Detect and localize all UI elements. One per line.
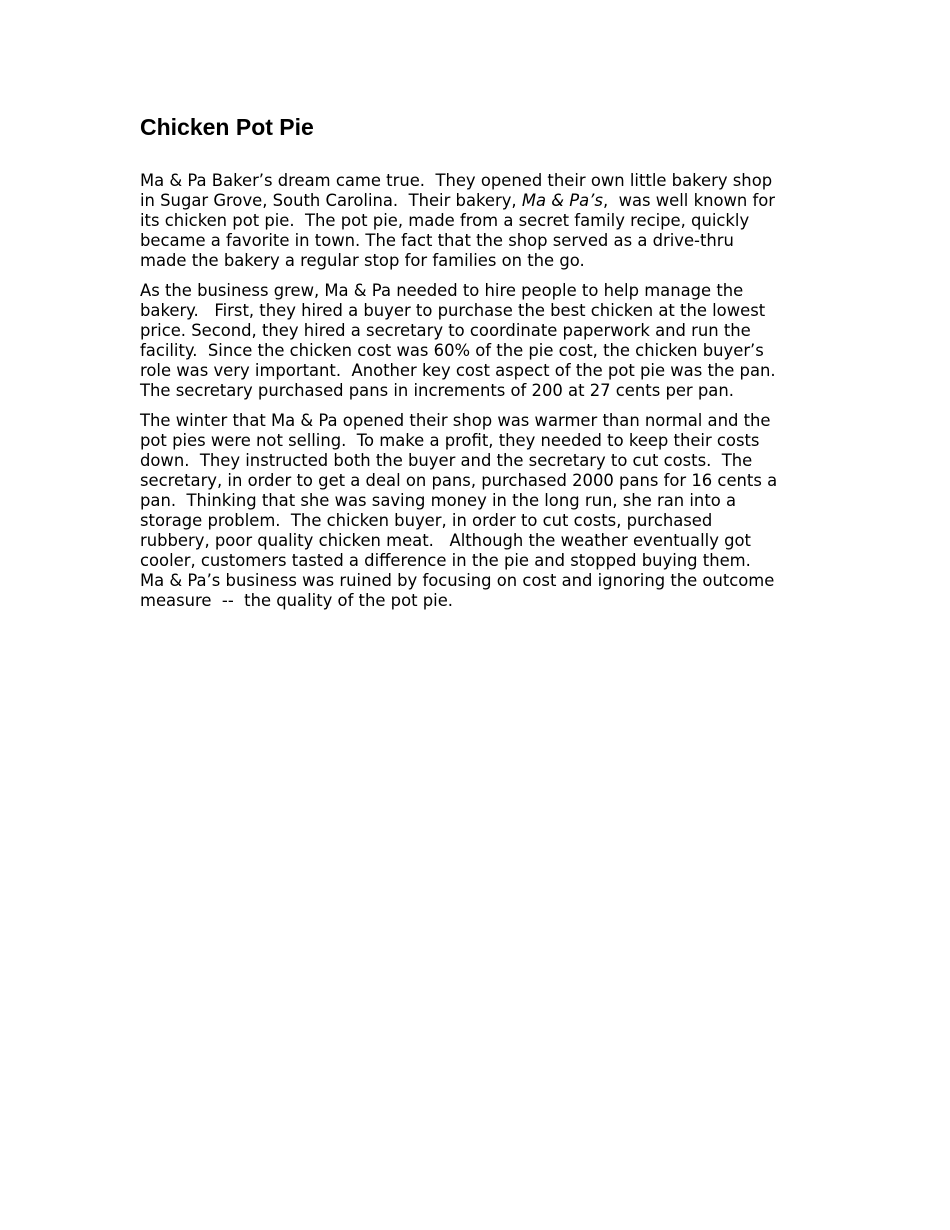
paragraph-line: The secretary purchased pans in increments of 200 at 27 cents per pan. xyxy=(140,381,734,400)
document-title: Chicken Pot Pie xyxy=(140,114,314,140)
paragraph-line: price. Second, they hired a secretary to coordinate paperwork and run the xyxy=(140,321,751,340)
paragraph-line: cooler, customers tasted a difference in the pie and stopped buying them. xyxy=(140,551,751,570)
paragraph-2 xyxy=(140,281,820,401)
paragraph-line: rubbery, poor quality chicken meat. Although the weather eventually got xyxy=(140,531,751,550)
line-text: in Sugar Grove, South Carolina. Their bakery, xyxy=(140,191,522,210)
paragraph-line: made the bakery a regular stop for families on the go. xyxy=(140,251,585,270)
paragraph-line: measure -- the quality of the pot pie. xyxy=(140,591,453,610)
paragraph-line: bakery. First, they hired a buyer to purchase the best chicken at the lowest xyxy=(140,301,766,320)
paragraph-line: its chicken pot pie. The pot pie, made from a secret family recipe, quickly xyxy=(140,211,750,230)
paragraph-line: pot pies were not selling. To make a profit, they needed to keep their costs xyxy=(140,431,760,450)
paragraph-line: The winter that Ma & Pa opened their shop was warmer than normal and the xyxy=(140,411,771,430)
paragraph-line: role was very important. Another key cost aspect of the pot pie was the pan. xyxy=(140,361,776,380)
paragraph-line: down. They instructed both the buyer and the secretary to cut costs. The xyxy=(140,451,753,470)
paragraph-line: As the business grew, Ma & Pa needed to hire people to help manage the xyxy=(140,281,744,300)
paragraph-line: pan. Thinking that she was saving money in the long run, she ran into a xyxy=(140,491,737,510)
paragraph-line: became a favorite in town. The fact that the shop served as a drive-thru xyxy=(140,231,734,250)
bakery-name: Ma & Pa’s xyxy=(521,191,603,210)
paragraph-line: Ma & Pa’s business was ruined by focusing on cost and ignoring the outcome xyxy=(140,571,775,590)
paragraph-1 xyxy=(140,171,820,271)
paragraph-line: secretary, in order to get a deal on pans, purchased 2000 pans for 16 cents a xyxy=(140,471,778,490)
paragraph-line: Ma & Pa Baker’s dream came true. They opened their own little bakery shop xyxy=(140,171,773,190)
paragraph-line: storage problem. The chicken buyer, in order to cut costs, purchased xyxy=(140,511,713,530)
paragraph-3 xyxy=(140,411,820,611)
line-text: , was well known for xyxy=(602,191,776,210)
paragraph-line xyxy=(140,191,820,211)
paragraph-line: facility. Since the chicken cost was 60% of the pie cost, the chicken buyer’s xyxy=(140,341,764,360)
document-body xyxy=(140,112,820,621)
